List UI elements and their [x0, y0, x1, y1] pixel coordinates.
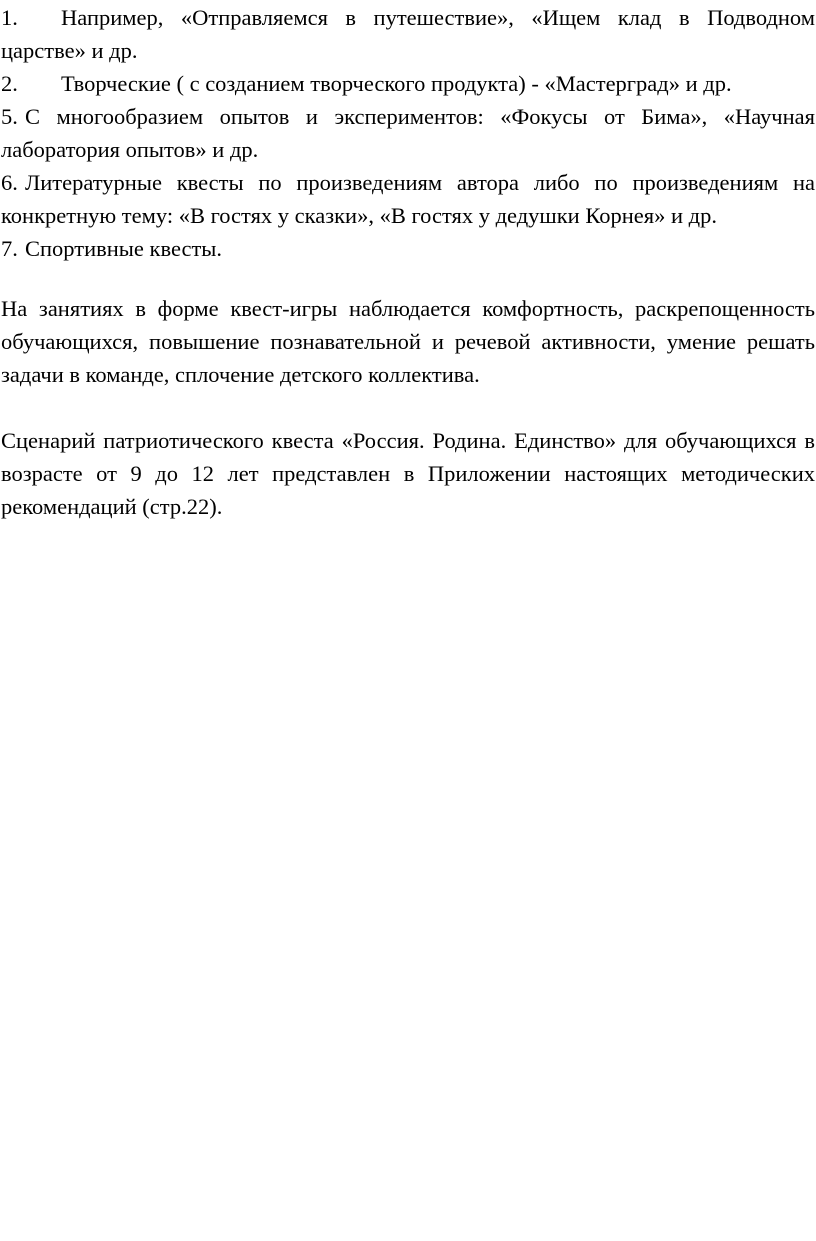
list-item-number: 2. [1, 71, 18, 96]
list-item-text: Литературные квесты по произведениям автора либо по произведениям на конкретную тему: «В гостях у сказки», «В гостях у дедушки Корнея» и др. [1, 170, 815, 228]
list-item-text: Например, «Отправляемся в путешествие», «Ищем клад в Подводном царстве» и др. [1, 5, 815, 63]
list-item [1, 100, 815, 166]
list-item [1, 1, 815, 67]
list-item [1, 166, 815, 232]
list-item-text: Спортивные квесты. [25, 236, 223, 261]
list-item-number: 5. [1, 104, 18, 129]
list-item-text: Творческие ( с созданием творческого продукта) - «Мастерград» и др. [61, 71, 732, 96]
list-item-text: С многообразием опытов и экспериментов: «Фокусы от Бима», «Научная лаборатория опытов» и др. [1, 104, 815, 162]
body-paragraph: Сценарий патриотического квеста «Россия. Родина. Единство» для обучающихся в возрасте от 9 до 12 лет представлен в Приложении настоящих методических рекомендаций (стр.22). [1, 428, 815, 519]
list-item [1, 232, 815, 265]
body-paragraph: На занятиях в форме квест-игры наблюдается комфортность, раскрепощенность обучающихся, повышение познавательной и речевой активности, умение решать задачи в команде, сплочение детского коллектива. [1, 296, 815, 387]
list-item [1, 67, 815, 100]
list-item-number: 1. [1, 5, 18, 30]
list-item-number: 6. [1, 170, 18, 195]
list-item-number: 7. [1, 236, 18, 261]
